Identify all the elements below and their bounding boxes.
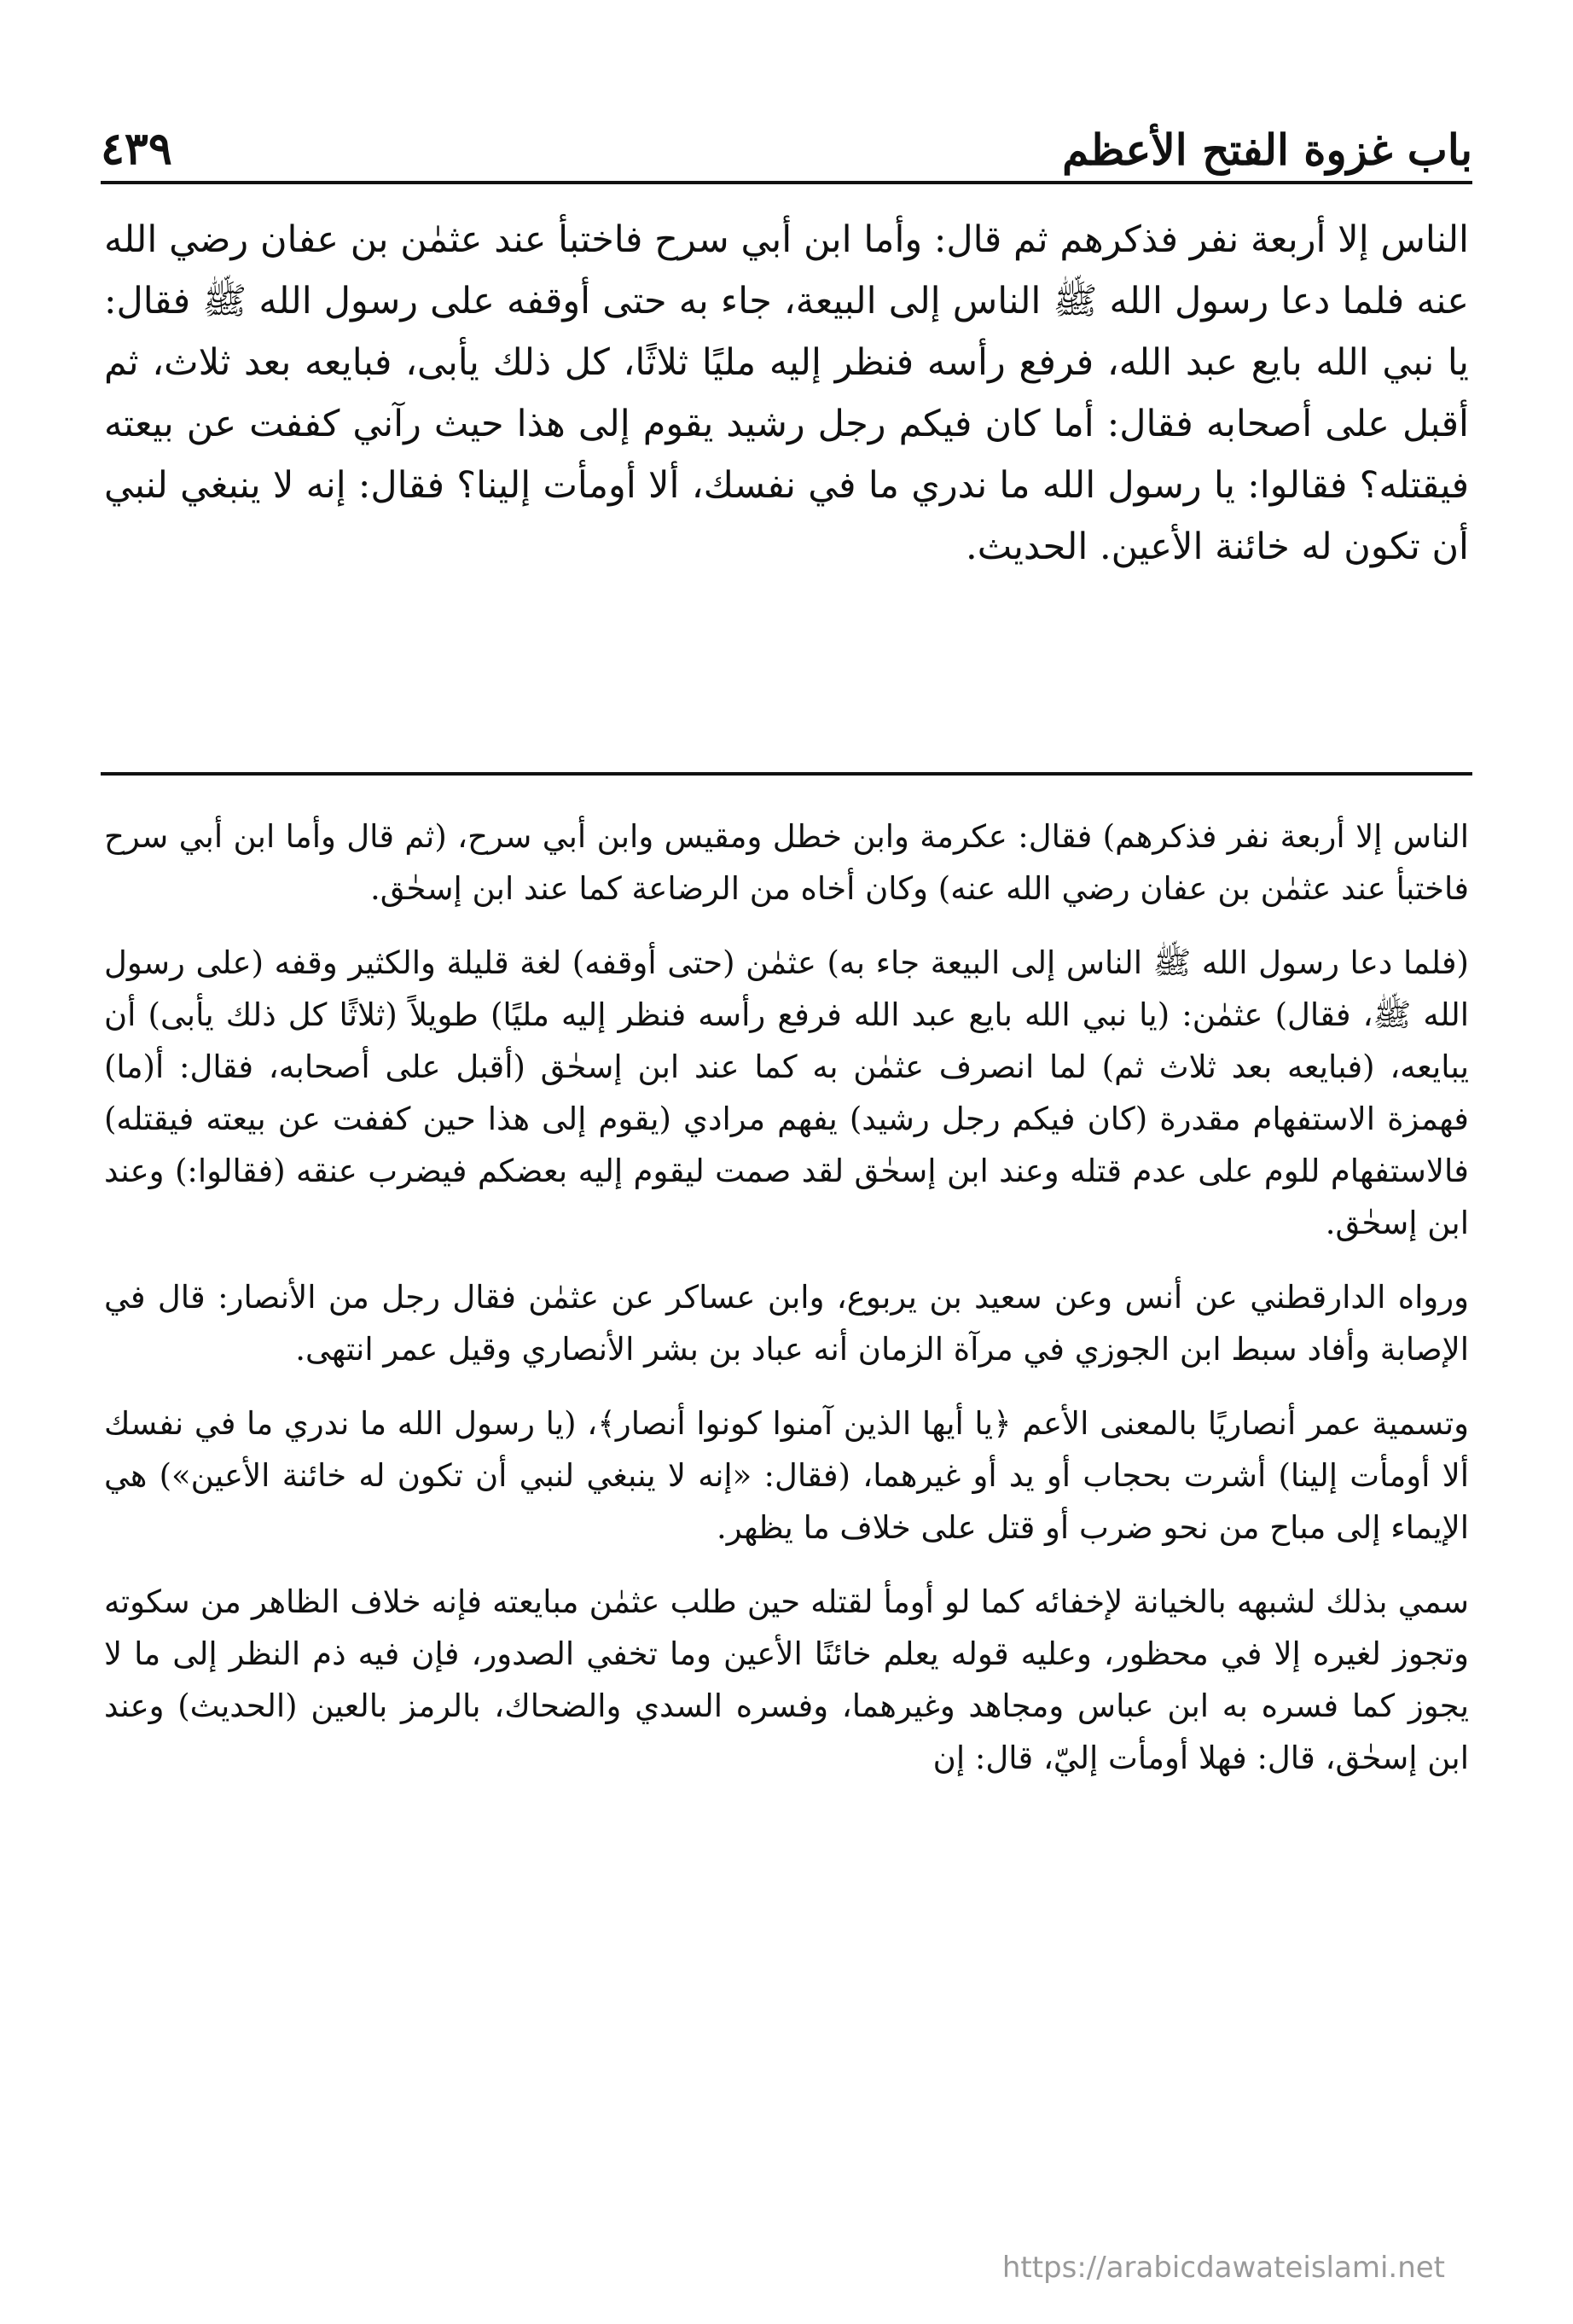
commentary-paragraph-1: الناس إلا أربعة نفر فذكرهم) فقال: عكرمة وابن خطل ومقيس وابن أبي سرح، (ثم قال وأما ابن أبي سرح فاختبأ عند عثمٰن بن عفان رضي الله عنه) وكان أخاه من الرضاعة كما عند ابن إسحٰق. (104, 818, 1469, 907)
chapter-title: باب غزوة الفتح الأعظم (1062, 125, 1472, 175)
main-text: الناس إلا أربعة نفر فذكرهم ثم قال: وأما ابن أبي سرح فاختبأ عند عثمٰن بن عفان رضي الله عنه فلما دعا رسول الله ﷺ الناس إلى البيعة، جاء به حتى أوقفه على رسول الله ﷺ فقال: يا نبي الله بايع عبد الله، فرفع رأسه فنظر إليه مليًا ثلاثًا، كل ذلك يأبى، فبايعه بعد ثلاث، ثم أقبل على أصحابه فقال: أما كان فيكم رجل رشيد يقوم إلى هذا حيث رآني كففت عن بيعته فيقتله؟ فقالوا: يا رسول الله ما ندري ما في نفسك، ألا أومأت إلينا؟ فقال: إنه لا ينبغي لنبي أن تكون له خائنة الأعين. الحديث. (104, 218, 1469, 568)
main-text-block (104, 209, 1469, 578)
page-header (101, 98, 1472, 175)
header-rule (101, 181, 1472, 184)
commentary-paragraph-4: وتسمية عمر أنصاريًا بالمعنى الأعم ﴿يا أيها الذين آمنوا كونوا أنصار﴾، (يا رسول الله ما ندري ما في نفسك ألا أومأت إلينا) أشرت بحجاب أو يد أو غيرهما، (فقال: «إنه لا ينبغي لنبي أن تكون له خائنة الأعين») هي الإيماء إلى مباح من نحو ضرب أو قتل على خلاف ما يظهر. (104, 1405, 1469, 1546)
commentary-paragraph-2: (فلما دعا رسول الله ﷺ الناس إلى البيعة جاء به) عثمٰن (حتى أوقفه) لغة قليلة والكثير وقفه (على رسول الله ﷺ، فقال) عثمٰن: (يا نبي الله بايع عبد الله فرفع رأسه فنظر إليه مليًا) طويلاً (ثلاثًا كل ذلك يأبى) أن يبايعه، (فبايعه بعد ثلاث ثم) لما انصرف عثمٰن به كما عند ابن إسحٰق (أقبل على أصحابه، فقال: أ(ما) فهمزة الاستفهام مقدرة (كان فيكم رجل رشيد) يفهم مرادي (يقوم إلى هذا حين كففت عن بيعته فيقتله) فالاستفهام للوم على عدم قتله وعند ابن إسحٰق لقد صمت ليقوم إليه بعضكم فيضرب عنقه (فقالوا:) وعند ابن إسحٰق. (104, 944, 1469, 1241)
commentary-paragraph-3: ورواه الدارقطني عن أنس وعن سعيد بن يربوع، وابن عساكر عن عثمٰن فقال رجل من الأنصار: قال في الإصابة وأفاد سبط ابن الجوزي في مرآة الزمان أنه عباد بن بشر الأنصاري وقيل عمر انتهى. (104, 1279, 1469, 1368)
watermark-url: https://arabicdawateislami.net (1001, 2251, 1445, 2285)
commentary-paragraph-5: سمي بذلك لشبهه بالخيانة لإخفائه كما لو أومأ لقتله حين طلب عثمٰن مبايعته فإنه خلاف الظاهر من سكوته وتجوز لغيره إلا في محظور، وعليه قوله يعلم خائنًا الأعين وما تخفي الصدور، فإن فيه ذم النظر إلى ما لا يجوز كما فسره به ابن عباس ومجاهد وغيرهما، وفسره السدي والضحاك، بالرمز بالعين (الحديث) وعند ابن إسحٰق، قال: فهلا أومأت إليّ، قال: إن (104, 1583, 1469, 1776)
page-number: ٤٣٩ (101, 123, 172, 175)
commentary-divider (101, 772, 1472, 776)
commentary-block (104, 810, 1469, 1806)
